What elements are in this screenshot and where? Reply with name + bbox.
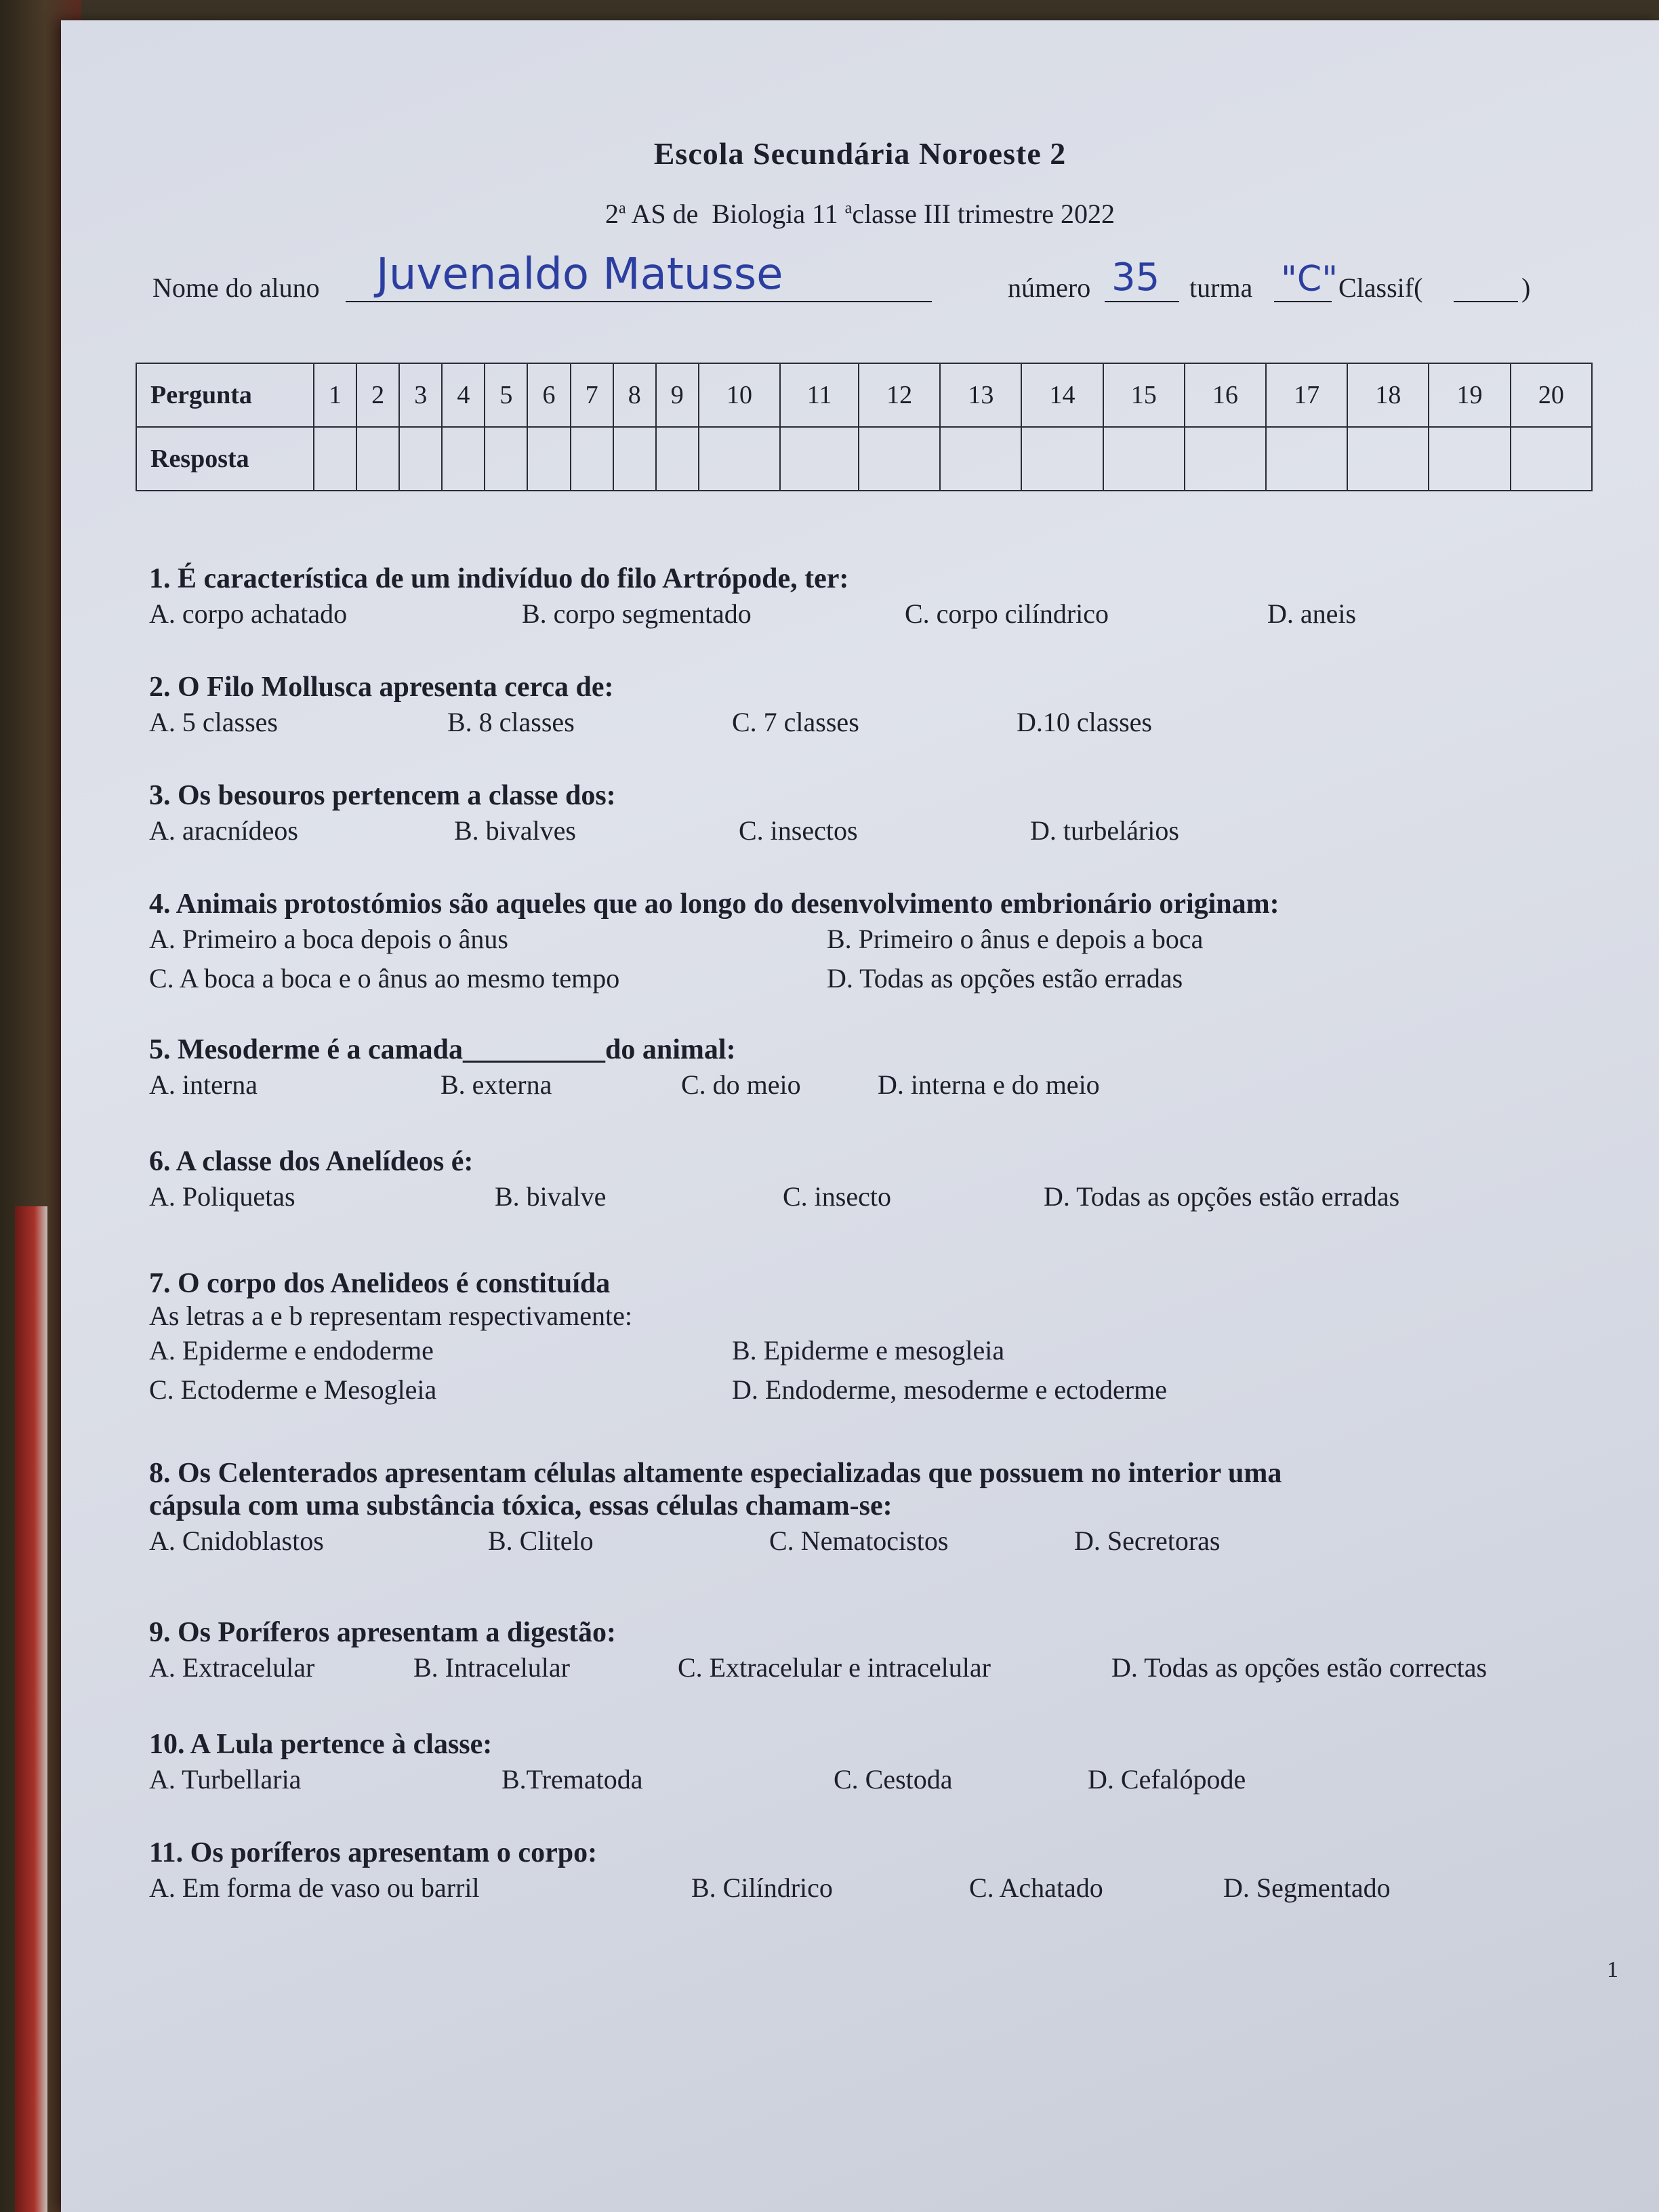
- question-7: [149, 1267, 1640, 1410]
- question-10: [149, 1728, 1640, 1800]
- options-row: [149, 1763, 1640, 1800]
- question-text: 8. Os Celenterados apresentam células altamente especializadas que possuem no interior uma: [149, 1458, 1282, 1489]
- question-number-cell: 19: [1429, 363, 1510, 427]
- pergunta-label: Pergunta: [136, 363, 314, 427]
- answer-cell[interactable]: [656, 427, 699, 491]
- options-row: [149, 1069, 1640, 1105]
- question-number-row: [136, 363, 1592, 427]
- question-8: [149, 1457, 1640, 1561]
- answer-cell[interactable]: [1511, 427, 1592, 491]
- student-name-handwritten: Juvenaldo Matusse: [376, 249, 783, 300]
- option-a[interactable]: A. Epiderme e endoderme: [149, 1335, 434, 1366]
- answer-cell[interactable]: [485, 427, 527, 491]
- name-label: Nome do aluno: [152, 272, 320, 303]
- option-a[interactable]: A. Extracelular: [149, 1652, 315, 1683]
- question-number-cell: 3: [399, 363, 442, 427]
- option-b[interactable]: B. Primeiro o ânus e depois a boca: [827, 924, 1204, 954]
- question-number-cell: 5: [485, 363, 527, 427]
- answer-cell[interactable]: [399, 427, 442, 491]
- answer-cell[interactable]: [1185, 427, 1266, 491]
- option-d[interactable]: D.10 classes: [1017, 707, 1152, 737]
- options-row: [149, 1525, 1640, 1561]
- option-c[interactable]: C. do meio: [681, 1069, 801, 1100]
- question-subtext: As letras a e b representam respectivamente:: [149, 1300, 633, 1331]
- options-row: [149, 1334, 1640, 1371]
- question-number-cell: 15: [1103, 363, 1185, 427]
- question-number-cell: 11: [780, 363, 859, 427]
- name-underline[interactable]: [346, 300, 932, 302]
- question-text-continued: cápsula com uma substância tóxica, essas células chamam-se:: [149, 1490, 893, 1521]
- options-row: [149, 1872, 1640, 1908]
- option-a[interactable]: A. Cnidoblastos: [149, 1525, 324, 1556]
- grade-close: ): [1521, 272, 1531, 303]
- question-1: [149, 562, 1640, 634]
- option-b[interactable]: B.Trematoda: [501, 1764, 643, 1795]
- school-title: Escola Secundária Noroeste 2: [653, 136, 1067, 171]
- answer-cell[interactable]: [1429, 427, 1510, 491]
- question-text: 11. Os poríferos apresentam o corpo:: [149, 1837, 598, 1868]
- answer-cell[interactable]: [1266, 427, 1347, 491]
- option-d[interactable]: D. Todas as opções estão correctas: [1111, 1652, 1488, 1683]
- options-row: [149, 706, 1640, 743]
- exam-subtitle: 2$^a$ AS de Biologia 11 $^a$classe III trimestre 2022: [605, 199, 1115, 229]
- option-a[interactable]: A. Em forma de vaso ou barril: [149, 1872, 480, 1903]
- option-d[interactable]: D. Todas as opções estão erradas: [1044, 1181, 1400, 1212]
- answer-cell[interactable]: [314, 427, 356, 491]
- options-row: [149, 923, 1640, 960]
- student-number-handwritten: 35: [1111, 255, 1160, 300]
- option-b[interactable]: B. corpo segmentado: [522, 598, 752, 629]
- question-number-cell: 10: [699, 363, 780, 427]
- question-text: 6. A classe dos Anelídeos é:: [149, 1146, 474, 1177]
- option-c[interactable]: C. Cestoda: [834, 1764, 953, 1795]
- question-text: 10. A Lula pertence à classe:: [149, 1729, 493, 1760]
- answer-cell[interactable]: [699, 427, 780, 491]
- answer-cell[interactable]: [1103, 427, 1185, 491]
- question-number-cell: 16: [1185, 363, 1266, 427]
- answer-cell[interactable]: [859, 427, 940, 491]
- option-a[interactable]: A. corpo achatado: [149, 598, 348, 629]
- answer-cell[interactable]: [571, 427, 613, 491]
- option-a[interactable]: A. interna: [149, 1069, 258, 1100]
- option-b[interactable]: B. 8 classes: [447, 707, 575, 737]
- student-class-handwritten: "C": [1281, 259, 1338, 300]
- question-number-cell: 8: [613, 363, 656, 427]
- answer-grid: [136, 363, 1593, 491]
- answer-cell[interactable]: [1021, 427, 1103, 491]
- option-c[interactable]: C. insecto: [783, 1181, 891, 1212]
- option-a[interactable]: A. Primeiro a boca depois o ânus: [149, 924, 508, 954]
- answer-cell[interactable]: [1347, 427, 1429, 491]
- page-number: 1: [1607, 1957, 1618, 1982]
- class-underline[interactable]: [1274, 300, 1332, 302]
- option-b[interactable]: B. bivalve: [495, 1181, 607, 1212]
- question-text: 3. Os besouros pertencem a classe dos:: [149, 780, 616, 811]
- class-label: turma: [1189, 272, 1253, 303]
- option-c[interactable]: C. Achatado: [969, 1872, 1103, 1903]
- resposta-label: Resposta: [136, 427, 314, 491]
- option-c[interactable]: C. 7 classes: [732, 707, 859, 737]
- question-number-cell: 1: [314, 363, 356, 427]
- question-text: 2. O Filo Mollusca apresenta cerca de:: [149, 672, 614, 703]
- red-binder-edge: [15, 1206, 47, 2212]
- question-number-cell: 2: [356, 363, 399, 427]
- option-c[interactable]: C. Ectoderme e Mesogleia: [149, 1374, 437, 1405]
- option-c[interactable]: C. corpo cilíndrico: [905, 598, 1109, 629]
- option-d[interactable]: D. Endoderme, mesoderme e ectoderme: [732, 1374, 1167, 1405]
- option-d[interactable]: D. Cefalópode: [1088, 1764, 1246, 1795]
- question-2: [149, 671, 1640, 743]
- options-row: [149, 962, 1640, 999]
- option-b[interactable]: B. bivalves: [454, 815, 576, 846]
- question-9: [149, 1616, 1640, 1688]
- option-c[interactable]: C. Extracelular e intracelular: [678, 1652, 991, 1683]
- option-d[interactable]: D. Segmentado: [1223, 1872, 1391, 1903]
- option-a[interactable]: A. Poliquetas: [149, 1181, 295, 1212]
- option-b[interactable]: B. externa: [441, 1069, 552, 1100]
- question-number-cell: 18: [1347, 363, 1429, 427]
- question-text: 7. O corpo dos Anelideos é constituída: [149, 1268, 611, 1299]
- student-info-line: [152, 251, 1549, 312]
- option-c[interactable]: C. insectos: [739, 815, 858, 846]
- option-b[interactable]: B. Epiderme e mesogleia: [732, 1335, 1005, 1366]
- option-a[interactable]: A. aracnídeos: [149, 815, 298, 846]
- question-number-cell: 7: [571, 363, 613, 427]
- answer-cell[interactable]: [940, 427, 1021, 491]
- answer-cell[interactable]: [356, 427, 399, 491]
- question-6: [149, 1145, 1640, 1217]
- option-b[interactable]: B. Cilíndrico: [691, 1872, 833, 1903]
- option-d[interactable]: D. Todas as opções estão erradas: [827, 963, 1183, 994]
- option-b[interactable]: B. Intracelular: [413, 1652, 570, 1683]
- options-row: [149, 1652, 1640, 1688]
- option-c[interactable]: C. Nematocistos: [769, 1525, 949, 1556]
- options-row: [149, 815, 1640, 851]
- question-5: [149, 1033, 1640, 1105]
- question-11: [149, 1837, 1640, 1908]
- options-row: [149, 598, 1640, 634]
- question-text: 5. Mesoderme é a camada__________do animal:: [149, 1034, 736, 1065]
- question-number-cell: 4: [442, 363, 485, 427]
- answer-cell[interactable]: [527, 427, 570, 491]
- option-c[interactable]: C. A boca a boca e o ânus ao mesmo tempo: [149, 963, 620, 994]
- grade-underline[interactable]: [1454, 300, 1518, 302]
- question-number-cell: 13: [940, 363, 1021, 427]
- question-3: [149, 779, 1640, 851]
- question-4: [149, 888, 1640, 999]
- question-text: 1. É característica de um indivíduo do filo Artrópode, ter:: [149, 563, 849, 594]
- exam-sheet: [61, 20, 1659, 2212]
- question-number-cell: 12: [859, 363, 940, 427]
- question-number-cell: 17: [1266, 363, 1347, 427]
- answer-cell[interactable]: [613, 427, 656, 491]
- option-d[interactable]: D. Secretoras: [1074, 1525, 1221, 1556]
- answer-cell[interactable]: [780, 427, 859, 491]
- grade-label: Classif(: [1338, 272, 1423, 303]
- question-number-cell: 20: [1511, 363, 1592, 427]
- number-underline[interactable]: [1105, 300, 1179, 302]
- answer-row: [136, 427, 1592, 491]
- options-row: [149, 1374, 1640, 1410]
- question-text: 4. Animais protostómios são aqueles que ao longo do desenvolvimento embrionário originam:: [149, 888, 1279, 920]
- option-d[interactable]: D. aneis: [1267, 598, 1357, 629]
- answer-cell[interactable]: [442, 427, 485, 491]
- question-text: 9. Os Poríferos apresentam a digestão:: [149, 1617, 617, 1648]
- option-d[interactable]: D. turbelários: [1030, 815, 1179, 846]
- question-number-cell: 14: [1021, 363, 1103, 427]
- option-a[interactable]: A. Turbellaria: [149, 1764, 302, 1795]
- option-b[interactable]: B. Clitelo: [488, 1525, 594, 1556]
- option-a[interactable]: A. 5 classes: [149, 707, 278, 737]
- number-label: número: [1008, 272, 1091, 303]
- option-d[interactable]: D. interna e do meio: [878, 1069, 1100, 1100]
- question-number-cell: 9: [656, 363, 699, 427]
- options-row: [149, 1181, 1640, 1217]
- question-number-cell: 6: [527, 363, 570, 427]
